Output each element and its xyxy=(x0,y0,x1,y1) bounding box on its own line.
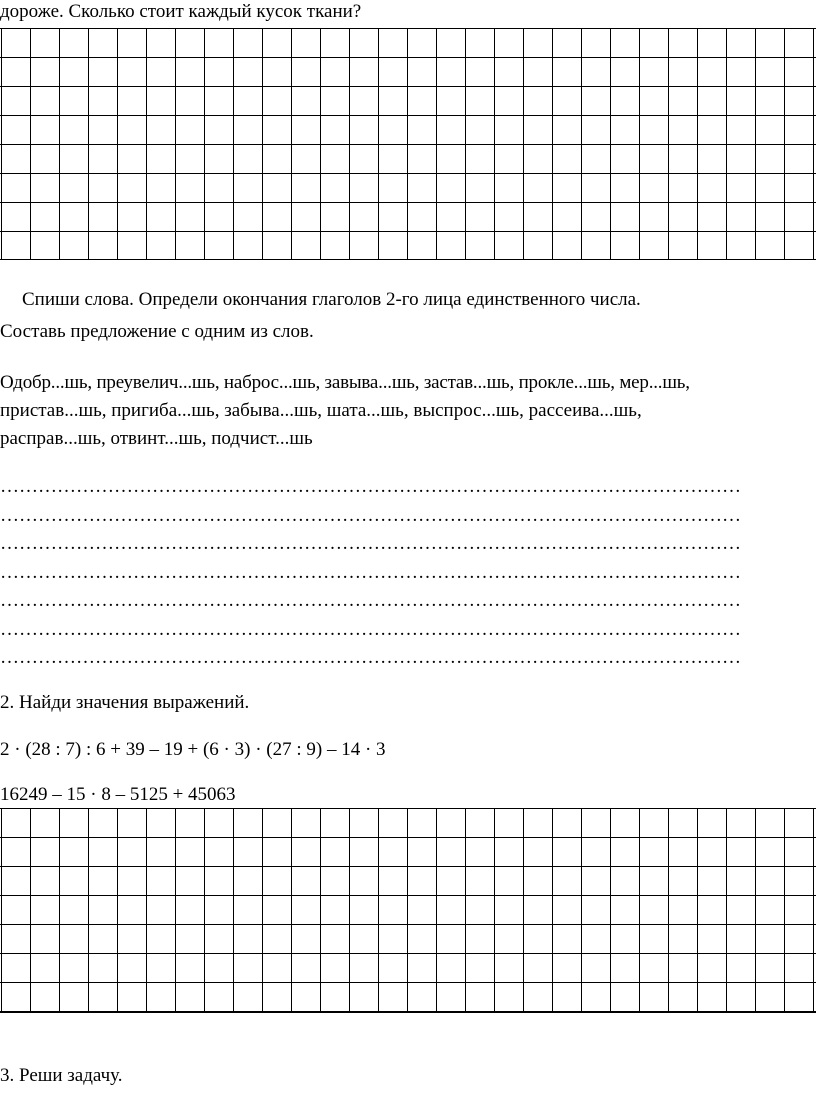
answer-line: ……………………………………………………………………………………………………… xyxy=(0,590,741,611)
exercise2-expression2: 16249 – 15 · 8 – 5125 + 45063 xyxy=(0,784,236,805)
answer-line: ……………………………………………………………………………………………………… xyxy=(0,533,741,554)
exercise2-title: 2. Найди значения выражений. xyxy=(0,692,250,713)
exercise1-words-line3: расправ...шь, отвинт...шь, подчист...шь xyxy=(0,428,313,449)
answer-line: ……………………………………………………………………………………………………… xyxy=(0,505,741,526)
exercise1-instruction-line2: Составь предложение с одним из слов. xyxy=(0,321,314,342)
exercise1-words-line2: пристав...шь, пригиба...шь, забыва...шь, шата...шь, выспрос...шь, рассеива...шь, xyxy=(0,400,642,421)
answer-line: ……………………………………………………………………………………………………… xyxy=(0,476,741,497)
answer-line: ……………………………………………………………………………………………………… xyxy=(0,562,741,583)
exercise1-instruction-line1: Спиши слова. Определи окончания глаголов 2-го лица единственного числа. xyxy=(22,289,641,310)
answer-line: ……………………………………………………………………………………………………… xyxy=(0,619,741,640)
graph-paper-grid-top xyxy=(0,28,816,260)
exercise2-expression1: 2 · (28 : 7) : 6 + 39 – 19 + (6 · 3) · (27 : 9) – 14 · 3 xyxy=(0,739,386,760)
task-tail-text: дороже. Сколько стоит каждый кусок ткани? xyxy=(0,1,362,22)
answer-line: ……………………………………………………………………………………………………… xyxy=(0,647,741,668)
exercise1-words-line1: Одобр...шь, преувелич...шь, наброс...шь, завыва...шь, застав...шь, прокле...шь, мер...шь, xyxy=(0,372,690,393)
graph-paper-grid-bottom xyxy=(0,808,816,1013)
exercise3-title: 3. Реши задачу. xyxy=(0,1065,123,1086)
